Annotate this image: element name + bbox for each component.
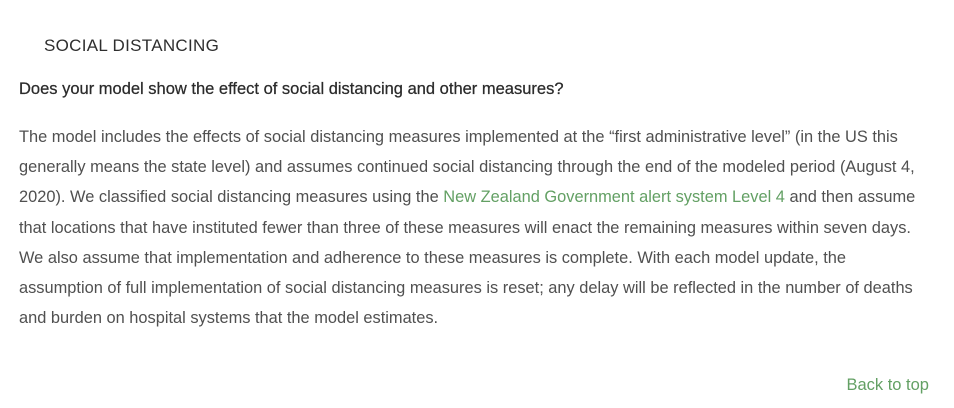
answer-text-part-2: and then assume that locations that have instituted fewer than three of these measures will enact the remaining measures within seven days. We also assume that implementation and adherence to these measures is complete. With each model update, the assumption of full implementation of social distancing measures is reset; any delay will be reflected in the number of deaths and burden on hospital systems that the model estimates. xyxy=(19,188,916,328)
faq-answer xyxy=(19,122,934,333)
new-zealand-alert-system-link[interactable]: New Zealand Government alert system Level 4 xyxy=(443,188,785,207)
faq-question: Does your model show the effect of social distancing and other measures? xyxy=(19,80,564,98)
back-to-top-link[interactable]: Back to top xyxy=(846,376,929,394)
answer-text-part-1: The model includes the effects of social distancing measures implemented at the “first administrative level” (in the US this generally means the state level) and assumes continued social distancing through the end of the modeled period (August 4, 2020). We classified social distancing measures using the xyxy=(19,128,915,207)
section-heading: SOCIAL DISTANCING xyxy=(44,36,220,55)
